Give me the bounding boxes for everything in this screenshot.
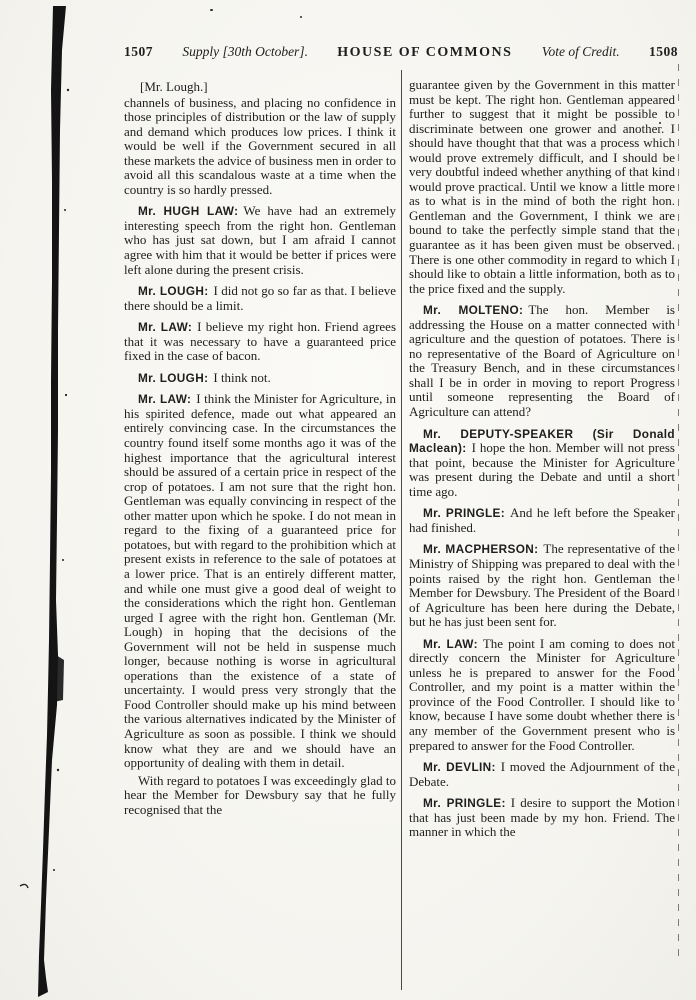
paragraph bbox=[409, 542, 675, 629]
speech-text: I think the Minister for Agriculture, in his spirited defence, made out what appeared an entirely convincing case. In the circumstances the country found itself some months ago it was of the highest importance that the agricultural interest should be assured of a certain price in respect of the crop of potatoes. I am not sure that the right hon. Gentleman was equally convincing in respect of the other matter upon which he spoke. I do not mean in regard to the fixing of a guaranteed price for potatoes, but with regard to the prohibition which at present exists in reference to the sale of potatoes at a lower price. That is an entirely different matter, and while one must give a good deal of weight to the considerations which the right hon. Gentleman urged I agree with the right hon. Gentleman (Mr. Lough) in hoping that the decisions of the Government will not be held in suspense much longer, because nothing is worse in agricultural operations than the existence of a state of uncertainty. I would press very strongly that the Food Controller should make up his mind between the various alternatives indicated by the Minister of Agriculture as soon as possible. I think we should know what they are and we should have an opportunity of dealing with them in detail. bbox=[124, 391, 396, 771]
paragraph bbox=[124, 392, 396, 770]
speech-text: With regard to potatoes I was exceedingly glad to hear the Member for Dewsbury say that he fully recognised that the bbox=[124, 772, 396, 817]
paragraph bbox=[124, 774, 396, 818]
right-column bbox=[409, 78, 675, 988]
paragraph bbox=[124, 204, 396, 277]
paragraph bbox=[124, 371, 396, 386]
speech-text: I did not go so far as that. I believe there should be a limit. bbox=[124, 283, 396, 313]
speech-text: I hope the hon. Member will not press that point, because the Minister for Agriculture was present during the Debate and until a short time ago. bbox=[409, 440, 675, 499]
speech-text: And he left before the Speaker had finished. bbox=[409, 505, 675, 535]
dust-speck bbox=[300, 16, 302, 18]
book-binding-shadow bbox=[0, 0, 80, 1000]
speaker-name: Mr. MOLTENO: bbox=[423, 303, 524, 318]
speaker-name: Mr. HUGH LAW: bbox=[138, 204, 239, 219]
speech-text: The hon. Member is addressing the House on a matter connected with agriculture and the question of potatoes. There is no representative of the Board of Agriculture on the Treasury Bench, and in these circumstances shall I be in order in moving to report Progress until someone representing the Board of Agriculture can attend? bbox=[409, 302, 675, 420]
paragraph bbox=[409, 796, 675, 840]
page-number-left: 1507 bbox=[124, 44, 153, 59]
paragraph bbox=[409, 760, 675, 789]
paragraph bbox=[409, 78, 675, 296]
speaker-name: Mr. DEPUTY-SPEAKER (Sir Donald Maclean): bbox=[409, 426, 675, 456]
speech-text: The representative of the Ministry of Shipping was prepared to deal with the points raised by the right hon. Gentleman the Member for Dewsbury. The President of the Board of Agriculture has been here during the Debate, but he has just been sent for. bbox=[409, 541, 675, 630]
paragraph bbox=[409, 427, 675, 500]
speaker-name: Mr. DEVLIN: bbox=[423, 760, 496, 775]
paragraph bbox=[124, 320, 396, 364]
column-divider-rule bbox=[401, 70, 402, 990]
paragraph bbox=[409, 637, 675, 753]
paragraph bbox=[409, 303, 675, 419]
page-number-right: 1508 bbox=[648, 44, 678, 59]
dust-speck bbox=[210, 9, 213, 11]
speaker-name: Mr. LOUGH: bbox=[138, 370, 209, 385]
speaker-name: Mr. LOUGH: bbox=[138, 284, 209, 299]
speech-text: We have had an extremely interesting speech from the right hon. Gentleman who has just sat down, but I am afraid I cannot agree with him that it would be better if prices were left alone during the present crisis. bbox=[124, 203, 396, 277]
running-title-left: Supply [30th October]. bbox=[182, 44, 308, 59]
speaker-name: Mr. PRINGLE: bbox=[423, 506, 506, 521]
running-title-center: HOUSE OF COMMONS bbox=[337, 45, 513, 60]
speech-text: channels of business, and placing no confidence in those principles of distribution or the law of supply and demand which produces low prices. I think it would be well if the Government secured in all these markets the advice of business men in order to avoid all this scandalous waste at a time when the country is so hardly pressed. bbox=[124, 94, 396, 197]
speaker-name: Mr. MACPHERSON: bbox=[423, 542, 539, 557]
speaker-name: Mr. LAW: bbox=[423, 636, 478, 651]
speech-text: I believe my right hon. Friend agrees that it was necessary to have a guaranteed price fixed in the case of bacon. bbox=[124, 319, 396, 364]
paragraph bbox=[409, 506, 675, 535]
running-header bbox=[124, 44, 678, 61]
speech-text: The point I am coming to does not directly concern the Minister for Agriculture unless he is prepared to answer for the Food Controller, and my point is a matter within the province of the Food Controller. I should like to know, because I have some doubt whether there is any member of the Government present who is prepared to answer for the Food Controller. bbox=[409, 635, 675, 753]
running-title-right: Vote of Credit. bbox=[541, 44, 620, 59]
paragraph bbox=[124, 284, 396, 313]
left-column bbox=[124, 80, 396, 990]
speech-text: guarantee given by the Government in this matter must be kept. The right hon. Gentleman appeared further to suggest that it might be possible to discriminate between one grower and another. I should have thought that that was a process which would prove extremely difficult, and I should be very doubtful indeed whether anything of that kind would prove practical. Until we know a little more as to what is in the mind of both the right hon. Gentleman and the Government, I think we are bound to take the perfectly simple stand that the guarantee as it has been given must be observed. There is one other commodity in regard to which I should like to obtain a little information, both as to the price fixed and the supply. bbox=[409, 78, 675, 296]
speech-text: I desire to support the Motion that has just been made by my hon. Friend. The manner in which the bbox=[409, 795, 675, 840]
speech-text: I moved the Adjournment of the Debate. bbox=[409, 759, 675, 789]
page-right-edge-line bbox=[678, 64, 679, 964]
continuation-marker: [Mr. Lough.] bbox=[140, 80, 208, 94]
speaker-name: Mr. LAW: bbox=[138, 320, 193, 335]
speech-text: I think not. bbox=[213, 369, 271, 385]
speaker-name: Mr. PRINGLE: bbox=[423, 796, 506, 811]
speaker-name: Mr. LAW: bbox=[138, 392, 192, 407]
paragraph bbox=[124, 96, 396, 198]
